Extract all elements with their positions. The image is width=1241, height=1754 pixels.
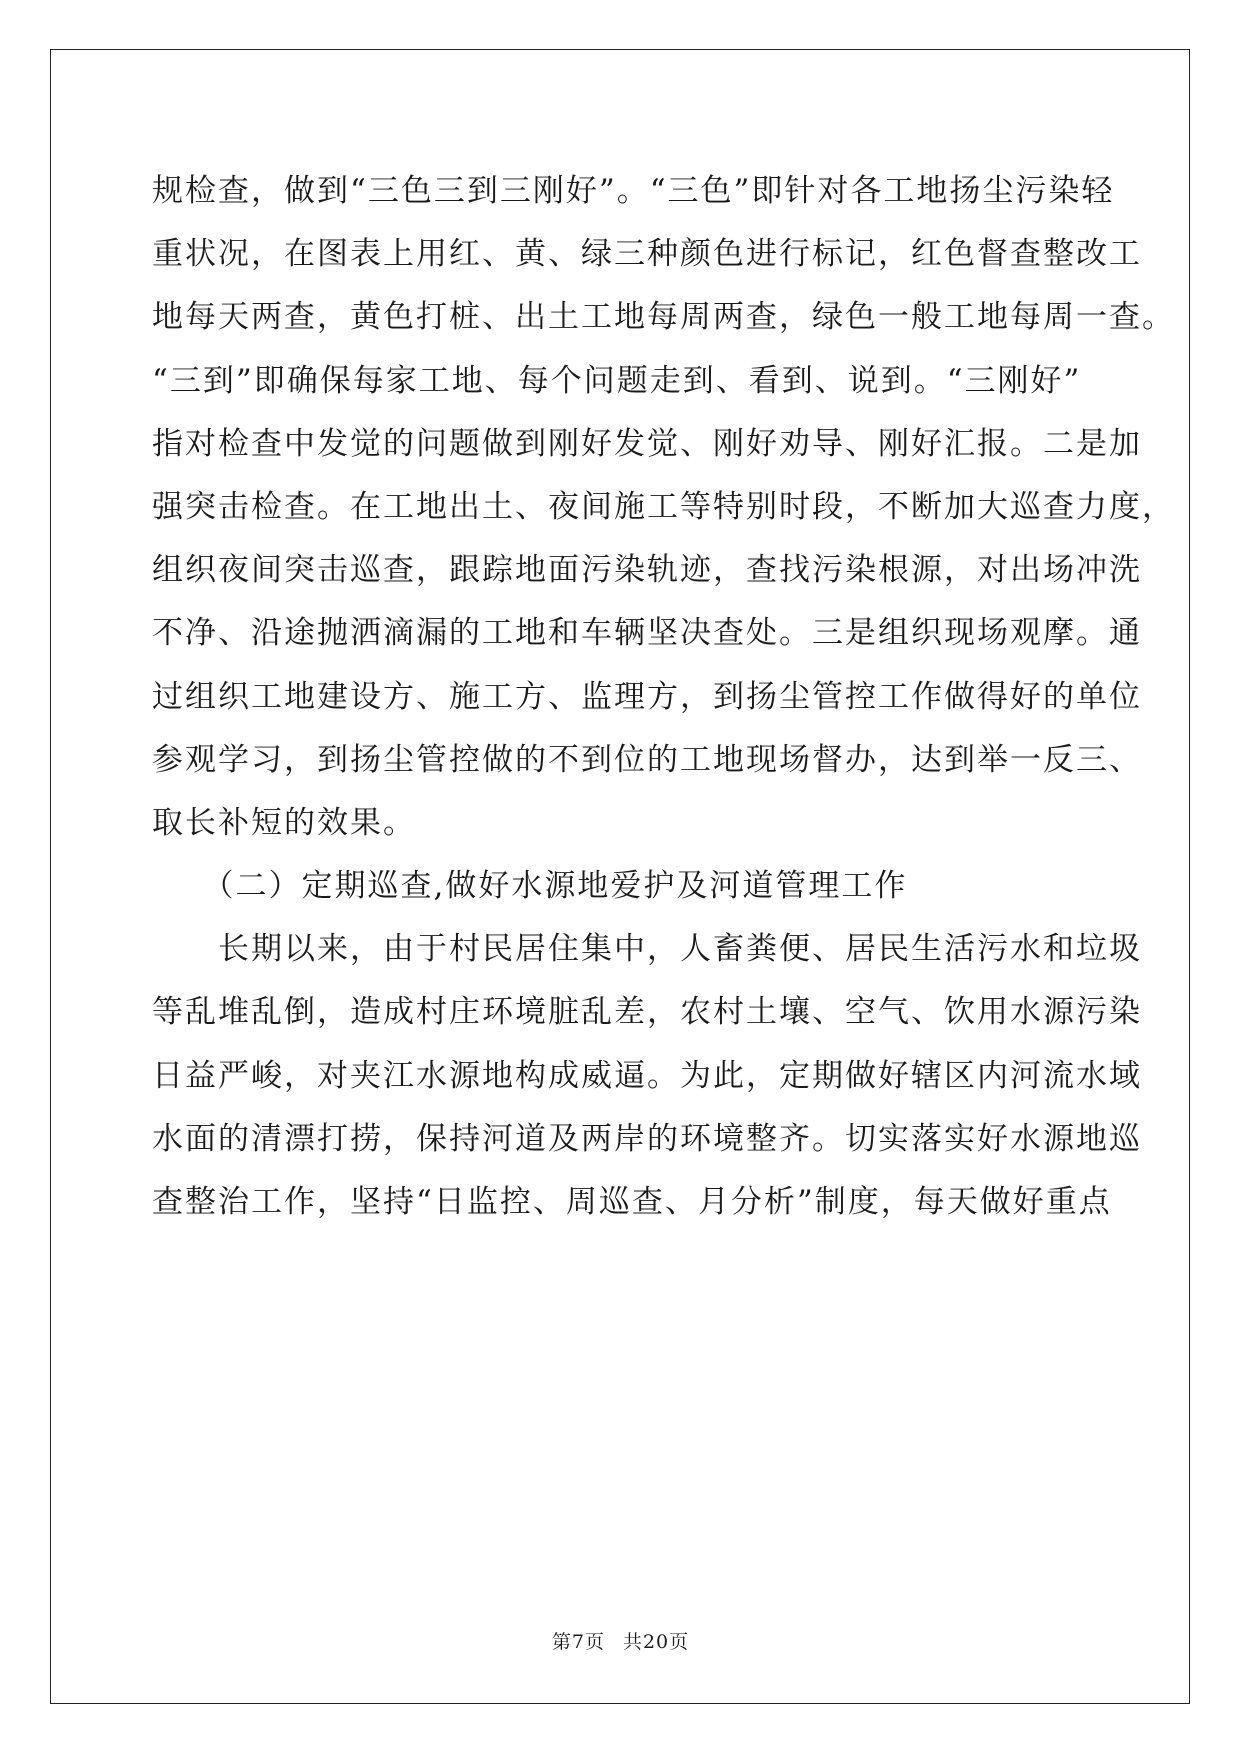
text-line: 规检查，做到“三色三到三刚好”。“三色”即针对各工地扬尘污染轻 [152, 173, 1115, 209]
text-line: 地每天两查，黄色打桩、出土工地每周两查，绿色一般工地每周一查。 [152, 299, 1175, 336]
document-body [152, 160, 1175, 1234]
text-line: “三到”即确保每家工地、每个问题走到、看到、说到。“三刚好” [152, 362, 1082, 399]
text-line: 指对检查中发觉的问题做到刚好发觉、刚好劝导、刚好汇报。二是加 [152, 425, 1142, 462]
page-number: 第7页 [551, 1631, 605, 1653]
text-line: 过组织工地建设方、施工方、监理方，到扬尘管控工作做得好的单位 [152, 678, 1142, 715]
text-line: 参观学习，到扬尘管控做的不到位的工地现场督办，达到举一反三、 [152, 741, 1142, 778]
text-line: 查整治工作，坚持“日监控、周巡查、月分析”制度，每天做好重点 [152, 1184, 1112, 1220]
text-line: 强突击检查。在工地出土、夜间施工等特别时段，不断加大巡查力度， [152, 488, 1175, 525]
text-line: 不净、沿途抛洒滴漏的工地和车辆坚决查处。三是组织现场观摩。通 [152, 615, 1142, 652]
section-heading: （二）定期巡查,做好水源地爱护及河道管理工作 [152, 868, 908, 905]
text-line: 长期以来，由于村民居住集中，人畜粪便、居民生活污水和垃圾 [152, 931, 1142, 968]
text-line: 日益严峻，对夹江水源地构成威逼。为此，定期做好辖区内河流水域 [152, 1057, 1142, 1094]
page-footer [0, 1627, 1241, 1654]
text-line: 等乱堆乱倒，造成村庄环境脏乱差，农村土壤、空气、饮用水源污染 [152, 994, 1142, 1031]
text-line: 取长补短的效果。 [152, 804, 416, 841]
text-line: 重状况，在图表上用红、黄、绿三种颜色进行标记，红色督查整改工 [152, 236, 1142, 273]
text-line: 组织夜间突击巡查，跟踪地面污染轨迹，查找污染根源，对出场冲洗 [152, 552, 1142, 589]
page-total: 共20页 [622, 1631, 690, 1653]
text-line: 水面的清漂打捞，保持河道及两岸的环境整齐。切实落实好水源地巡 [152, 1120, 1142, 1157]
